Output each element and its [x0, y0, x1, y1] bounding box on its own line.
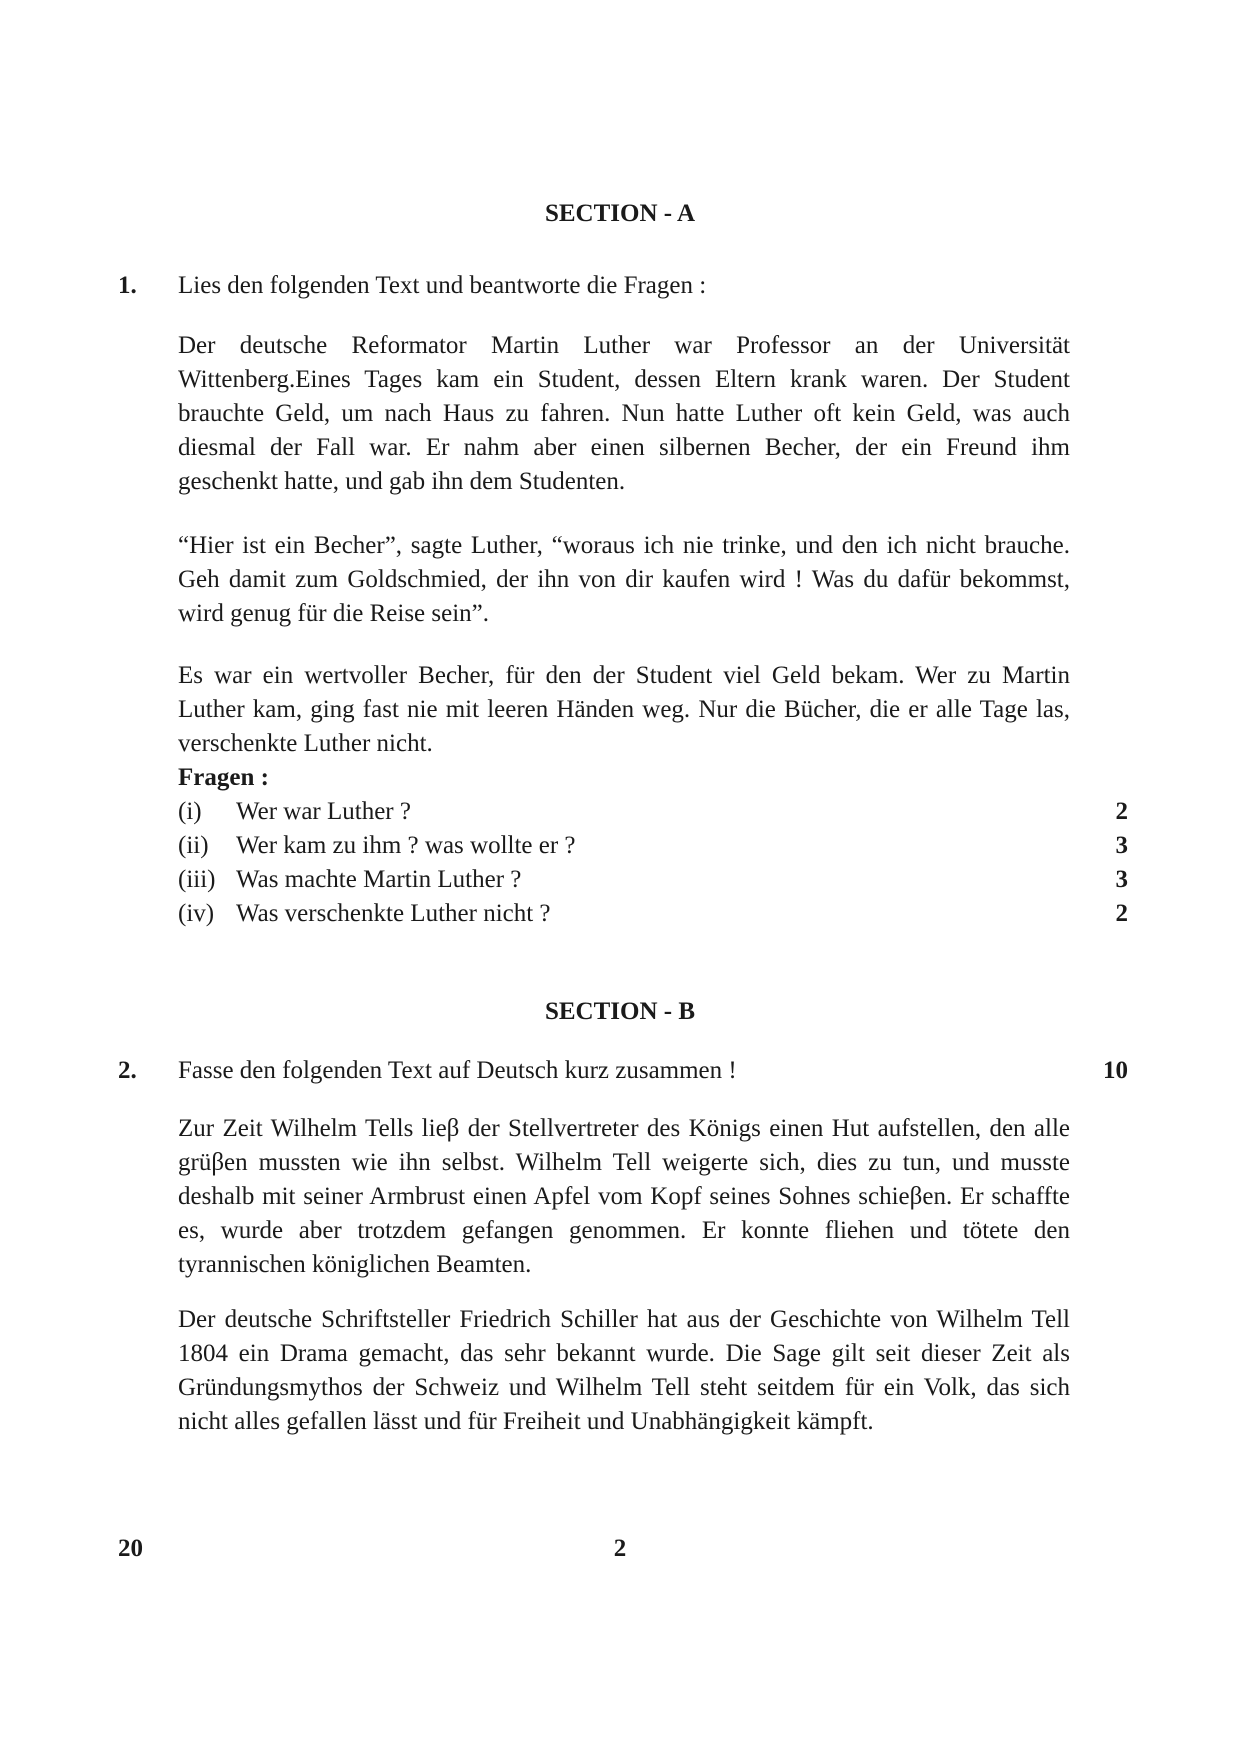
question-row	[178, 900, 1128, 934]
section-b-heading: SECTION - B	[544, 998, 696, 1025]
section-b-paragraph-1: Zur Zeit Wilhelm Tells lieβ der Stellvertreter des Königs einen Hut aufstellen, den alle grüβen mussten wie ihn selbst. Wilhelm Tell weigerte sich, dies zu tun, und musste deshalb mit seiner Armbrust einen Apfel vom Kopf seines Sohnes schieβen. Er schaffte es, wurde aber trotzdem gefangen genommen. Er konnte fliehen und tötete den tyrannischen königlichen Beamten.	[178, 1115, 1070, 1278]
question-2-instruction: Fasse den folgenden Text auf Deutsch kurz zusammen !	[178, 1057, 737, 1084]
question-2-marks: 10	[1103, 1057, 1128, 1084]
question-number: (iv)	[178, 900, 215, 927]
question-2-number: 2.	[118, 1057, 137, 1084]
question-row	[178, 866, 1128, 900]
question-marks: 2	[1115, 900, 1128, 927]
question-text: Wer kam zu ihm ? was wollte er ?	[236, 832, 576, 859]
question-row	[178, 832, 1128, 866]
section-a-paragraph-2: “Hier ist ein Becher”, sagte Luther, “woraus ich nie trinke, und den ich nicht brauche. Geh damit zum Goldschmied, der ihn von dir kaufen wird ! Was du dafür bekommst, wird genug für die Reise sein”.	[178, 532, 1070, 627]
question-marks: 3	[1115, 832, 1128, 859]
question-row	[178, 798, 1128, 832]
question-text: Was machte Martin Luther ?	[236, 866, 522, 893]
question-number: (iii)	[178, 866, 216, 893]
question-1-number: 1.	[118, 272, 137, 299]
page-number: 2	[613, 1535, 627, 1562]
section-a-paragraph-1: Der deutsche Reformator Martin Luther war Professor an der Universität Wittenberg.Eines Tages kam ein Student, dessen Eltern krank waren. Der Student brauchte Geld, um nach Haus zu fahren. Nun hatte Luther oft kein Geld, was auch diesmal der Fall war. Er nahm aber einen silbernen Becher, der ein Freund ihm geschenkt hatte, und gab ihn dem Studenten.	[178, 332, 1070, 495]
question-marks: 2	[1115, 798, 1128, 825]
question-text: Wer war Luther ?	[236, 798, 411, 825]
footer-code: 20	[118, 1535, 143, 1562]
section-a-heading: SECTION - A	[544, 200, 696, 227]
fragen-label: Fragen :	[178, 764, 269, 791]
question-number: (i)	[178, 798, 202, 825]
section-b-paragraph-2: Der deutsche Schriftsteller Friedrich Schiller hat aus der Geschichte von Wilhelm Tell 1804 ein Drama gemacht, das sehr bekannt wurde. Die Sage gilt seit dieser Zeit als Gründungsmythos der Schweiz und Wilhelm Tell steht seitdem für ein Volk, das sich nicht alles gefallen lässt und für Freiheit und Unabhängigkeit kämpft.	[178, 1306, 1070, 1435]
section-a-paragraph-3: Es war ein wertvoller Becher, für den der Student viel Geld bekam. Wer zu Martin Luther kam, ging fast nie mit leeren Händen weg. Nur die Bücher, die er alle Tage las, verschenkte Luther nicht.	[178, 662, 1070, 757]
question-1-instruction: Lies den folgenden Text und beantworte die Fragen :	[178, 272, 707, 299]
question-number: (ii)	[178, 832, 209, 859]
question-text: Was verschenkte Luther nicht ?	[236, 900, 551, 927]
question-marks: 3	[1115, 866, 1128, 893]
